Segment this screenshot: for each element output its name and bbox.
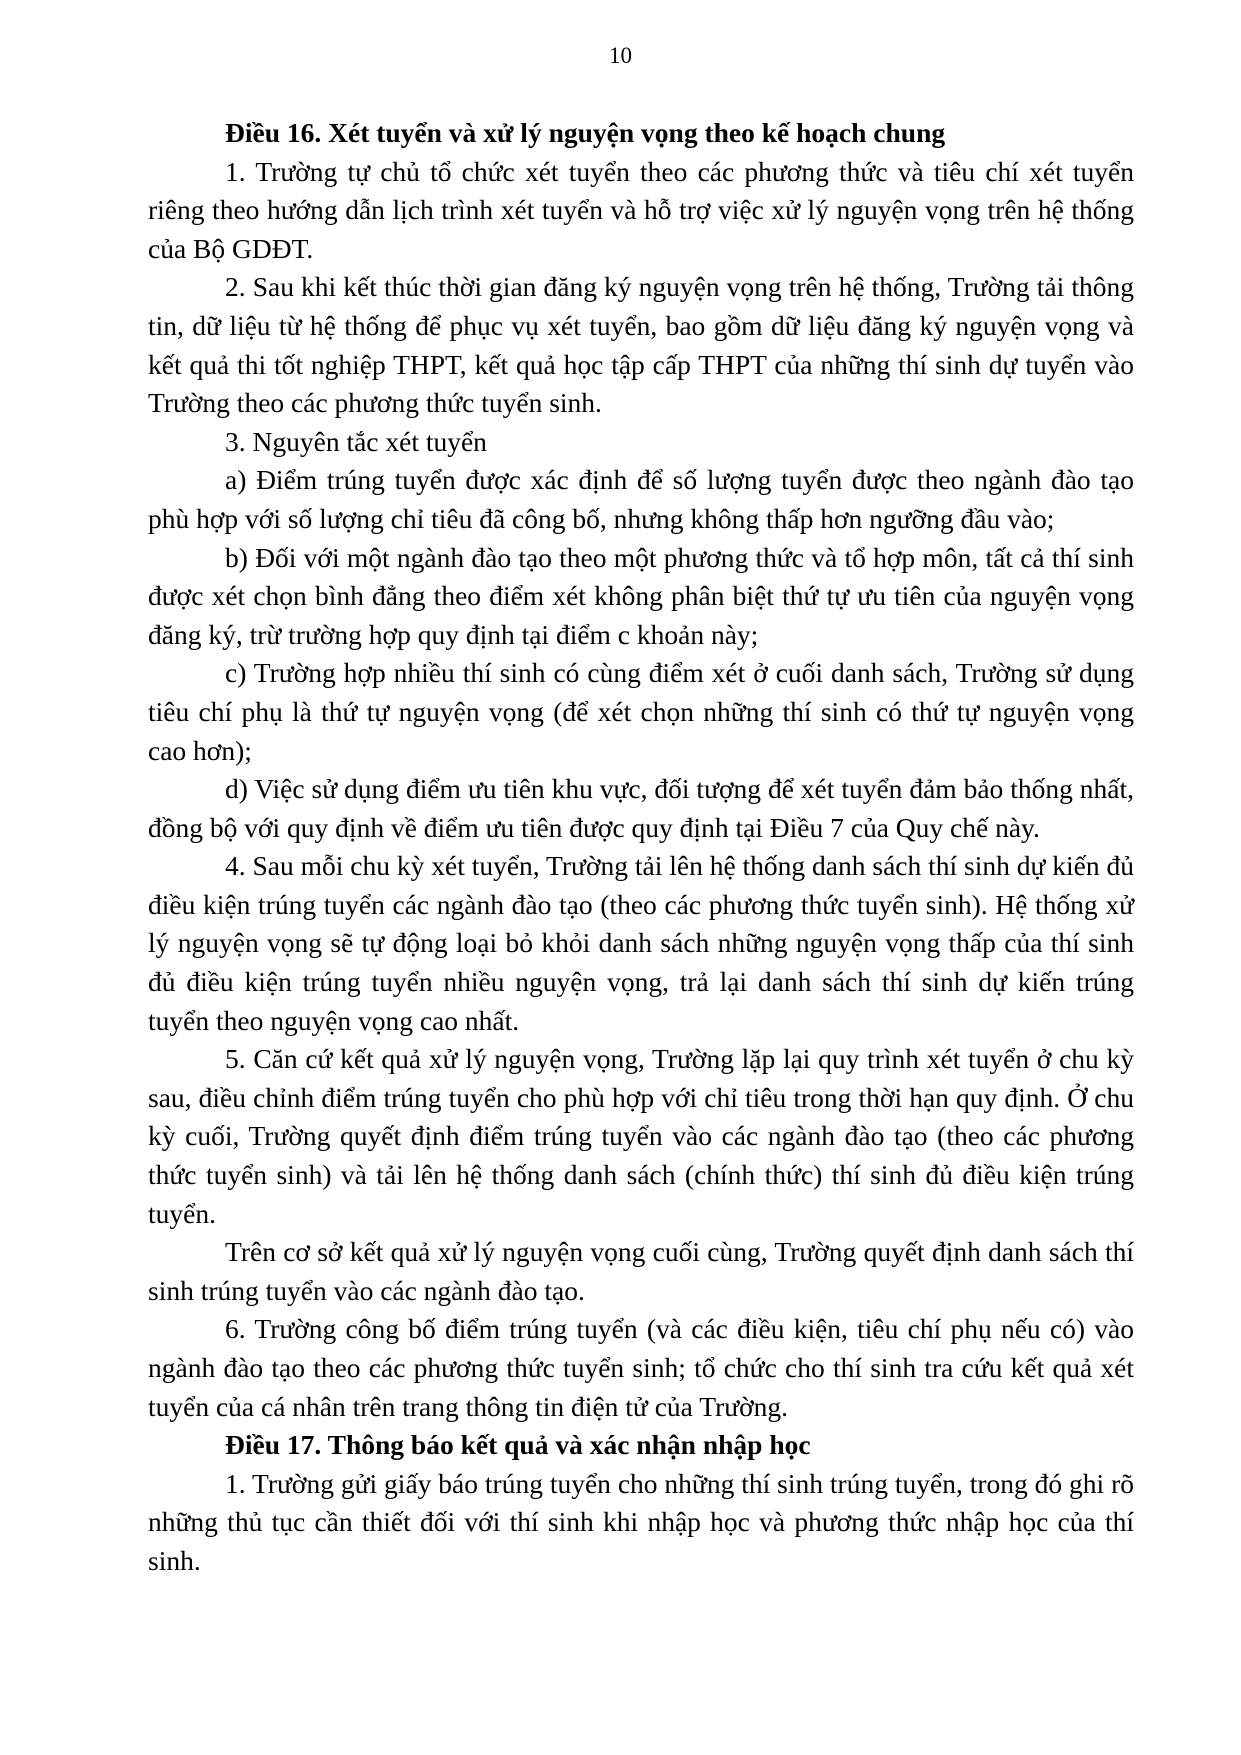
paragraph-16-3c: c) Trường hợp nhiều thí sinh có cùng điểm xét ở cuối danh sách, Trường sử dụng tiêu chí phụ là thứ tự nguyện vọng (để xét chọn những thí sinh có thứ tự nguyện vọng cao hơn); — [148, 657, 1134, 766]
paragraph-16-3d: d) Việc sử dụng điểm ưu tiên khu vực, đối tượng để xét tuyển đảm bảo thống nhất, đồng bộ với quy định về điểm ưu tiên được quy định tại Điều 7 của Quy chế này. — [148, 773, 1134, 843]
document-body — [148, 114, 1134, 1581]
paragraph-16-3b: b) Đối với một ngành đào tạo theo một phương thức và tổ hợp môn, tất cả thí sinh được xét chọn bình đẳng theo điểm xét không phân biệt thứ tự ưu tiên của nguyện vọng đăng ký, trừ trường hợp quy định tại điểm c khoản này; — [148, 541, 1134, 650]
paragraph-16-3a: a) Điểm trúng tuyển được xác định để số lượng tuyển được theo ngành đào tạo phù hợp với số lượng chỉ tiêu đã công bố, nhưng không thấp hơn ngưỡng đầu vào; — [148, 464, 1134, 534]
paragraph-16-4: 4. Sau mỗi chu kỳ xét tuyển, Trường tải lên hệ thống danh sách thí sinh dự kiến đủ điều kiện trúng tuyển các ngành đào tạo (theo các phương thức tuyển sinh). Hệ thống xử lý nguyện vọng sẽ tự động loại bỏ khỏi danh sách những nguyện vọng thấp của thí sinh đủ điều kiện trúng tuyển nhiều nguyện vọng, trả lại danh sách thí sinh dự kiến trúng tuyển theo nguyện vọng cao nhất. — [148, 850, 1134, 1036]
paragraph-16-1: 1. Trường tự chủ tổ chức xét tuyển theo các phương thức và tiêu chí xét tuyển riêng theo hướng dẫn lịch trình xét tuyển và hỗ trợ việc xử lý nguyện vọng trên hệ thống của Bộ GDĐT. — [148, 155, 1134, 264]
paragraph-16-5-cont: Trên cơ sở kết quả xử lý nguyện vọng cuối cùng, Trường quyết định danh sách thí sinh trúng tuyển vào các ngành đào tạo. — [148, 1236, 1134, 1306]
paragraph-16-3: 3. Nguyên tắc xét tuyển — [225, 425, 487, 457]
article-17-heading: Điều 17. Thông báo kết quả và xác nhận nhập học — [225, 1429, 811, 1461]
page-number: 10 — [609, 43, 632, 68]
paragraph-16-6: 6. Trường công bố điểm trúng tuyển (và các điều kiện, tiêu chí phụ nếu có) vào ngành đào tạo theo các phương thức tuyển sinh; tổ chức cho thí sinh tra cứu kết quả xét tuyển của cá nhân trên trang thông tin điện tử của Trường. — [148, 1313, 1134, 1422]
paragraph-16-5: 5. Căn cứ kết quả xử lý nguyện vọng, Trường lặp lại quy trình xét tuyển ở chu kỳ sau, điều chỉnh điểm trúng tuyển cho phù hợp với chỉ tiêu trong thời hạn quy định. Ở chu kỳ cuối, Trường quyết định điểm trúng tuyển vào các ngành đào tạo (theo các phương thức tuyển sinh) và tải lên hệ thống danh sách (chính thức) thí sinh đủ điều kiện trúng tuyển. — [148, 1043, 1134, 1229]
paragraph-17-1: 1. Trường gửi giấy báo trúng tuyển cho những thí sinh trúng tuyển, trong đó ghi rõ những thủ tục cần thiết đối với thí sinh khi nhập học và phương thức nhập học của thí sinh. — [148, 1467, 1134, 1576]
article-16-heading: Điều 16. Xét tuyển và xử lý nguyện vọng theo kế hoạch chung — [225, 117, 946, 148]
paragraph-16-2: 2. Sau khi kết thúc thời gian đăng ký nguyện vọng trên hệ thống, Trường tải thông tin, dữ liệu từ hệ thống để phục vụ xét tuyển, bao gồm dữ liệu đăng ký nguyện vọng và kết quả thi tốt nghiệp THPT, kết quả học tập cấp THPT của những thí sinh dự tuyển vào Trường theo các phương thức tuyển sinh. — [148, 271, 1134, 419]
